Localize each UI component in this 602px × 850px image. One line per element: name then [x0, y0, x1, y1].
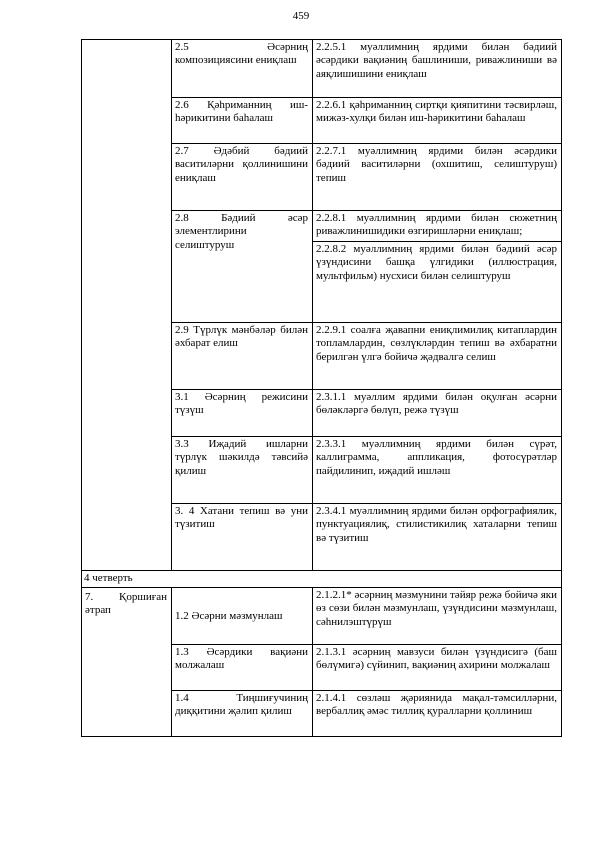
topic-text: 3.1 Әсәрниң режисини түзүш [175, 391, 308, 417]
outcome-divider [313, 241, 561, 283]
topic-cell [172, 504, 313, 571]
outcome-cell [313, 588, 562, 645]
topic-text: 1.2 Әсәрни мәзмунлаш [175, 610, 283, 622]
outcome-cell [313, 645, 562, 691]
outcome-text: 2.1.2.1* әсәрниң мәзмунини тәйяр режә бойичә яки өз сөзи билән мәзмунлаш, үзүндисини мәзмунлаш, сәһнилэштүрүш [316, 589, 557, 628]
topic-text: 2.8 Бәдиий әсәр элементлирини селиштуруш [175, 212, 308, 251]
outcome-cell [313, 144, 562, 211]
topic-cell [172, 211, 313, 323]
outcome-text: 2.1.3.1 әсәрниң мавзуси билән үзүндисигә (баш бөлүмигә) сүйинип, вақиәниң ахирини молжалаш [316, 646, 557, 672]
topic-cell [172, 691, 313, 737]
topic-text: 2.9 Түрлүк мәнбәләр билән әхбарат елиш [175, 324, 308, 350]
outcome-cell [313, 691, 562, 737]
topic-cell [172, 98, 313, 144]
topic-cell [172, 437, 313, 504]
page-number: 459 [292, 10, 310, 22]
outcome-text: 2.3.3.1 муәллимниң ярдими билән сүрәт, каллиграмма, аппликация, фотосүрәтләр пайдилинип, иҗадий ишләш [316, 438, 557, 477]
quarter-label: 4 четверть [84, 572, 133, 584]
outcome-cell [313, 390, 562, 437]
outcome-text: 2.3.1.1 муәллим ярдими билән оқулған әсәрни бөләкләргә бөлүп, режә түзүш [316, 391, 557, 417]
outcome-text: 2.1.4.1 сөзләш җәриянида мақал-тәмсилләрни, вербаллиқ әмәс тиллиқ қуралларни қоллиниш [316, 692, 557, 718]
topic-text: 3. 4 Хатани тепиш вә уни түзитиш [175, 505, 308, 531]
topic-text: 2.6 Қәһриманниң иш-һәрикитини баһалаш [175, 99, 308, 125]
outcome-cell [313, 40, 562, 98]
topic-cell [172, 390, 313, 437]
outcome-cell [313, 98, 562, 144]
topic-text: 2.5 Әсәрниң композициясини ениқлаш [175, 41, 308, 67]
outcome-text: 2.2.8.2 муәллимниң ярдими билән бәдиий әсәр үзүндисини башқа үлгидики (иллюстрация, мультфильм) нусхиси билән селиштуруш [316, 242, 557, 282]
topic-cell [172, 144, 313, 211]
outcome-cell [313, 323, 562, 390]
topic-cell [172, 40, 313, 98]
quarter-cell [82, 571, 562, 588]
topic-cell [172, 645, 313, 691]
topic-cell [172, 323, 313, 390]
table-row [82, 40, 562, 98]
topic-cell [172, 588, 313, 645]
outcome-cell [313, 437, 562, 504]
outcome-text: 2.2.7.1 муәллимниң ярдими билән әсәрдики бәдиий васитиләрни (охшитиш, селиштуруш) тепиш [316, 145, 557, 184]
outcome-cell [313, 504, 562, 571]
outcome-text: 2.2.5.1 муәллимниң ярдими билән бәдиий әсәрдики вақиәниң башлиниши, риважлиниши вә аяқлишишини ениқлаш [316, 41, 557, 80]
table-row [82, 588, 562, 645]
topic-text: 2.7 Әдәбий бәдиий васитиләрни қоллинишини ениқлаш [175, 145, 308, 184]
section-cell [82, 588, 172, 737]
outcome-text: 2.2.8.1 муәллимниң ярдими билән сюжетниң риважлинишидики өзгиришләрни ениқлаш; [316, 212, 557, 238]
outcome-cell [313, 211, 562, 323]
outcome-text: 2.3.4.1 муәллимниң ярдими билән орфографиялик, пунктуациялиқ, стилистикилиқ хаталарни тепиш вә түзитиш [316, 505, 557, 544]
section-cell-empty [82, 40, 172, 571]
quarter-row [82, 571, 562, 588]
outcome-text: 2.2.9.1 соалға җавапни ениқлимилиқ китаплардин топламлардин, сөзлүкләрдин тепиш вә әхбаратни берилгән үлгә бойичә җәдвалгә селиш [316, 324, 557, 363]
outcome-text: 2.2.6.1 қәһриманниң сиртқи қияпитини тәсвирләш, мижәз-хулқи билән иш-һәрикитини баһалаш [316, 99, 557, 125]
section-label: 7. Қоршиған әтрап [85, 591, 167, 617]
topic-text: 1.3 Әсәрдики вақиәни молжалаш [175, 646, 308, 672]
topic-text: 1.4 Тиңшиғучиниң диққитини җәлип қилиш [175, 692, 308, 718]
topic-text: 3.3 Иҗадий ишларни түрлүк шәкилдә тәвсийә қилиш [175, 438, 308, 477]
curriculum-table [81, 39, 562, 737]
